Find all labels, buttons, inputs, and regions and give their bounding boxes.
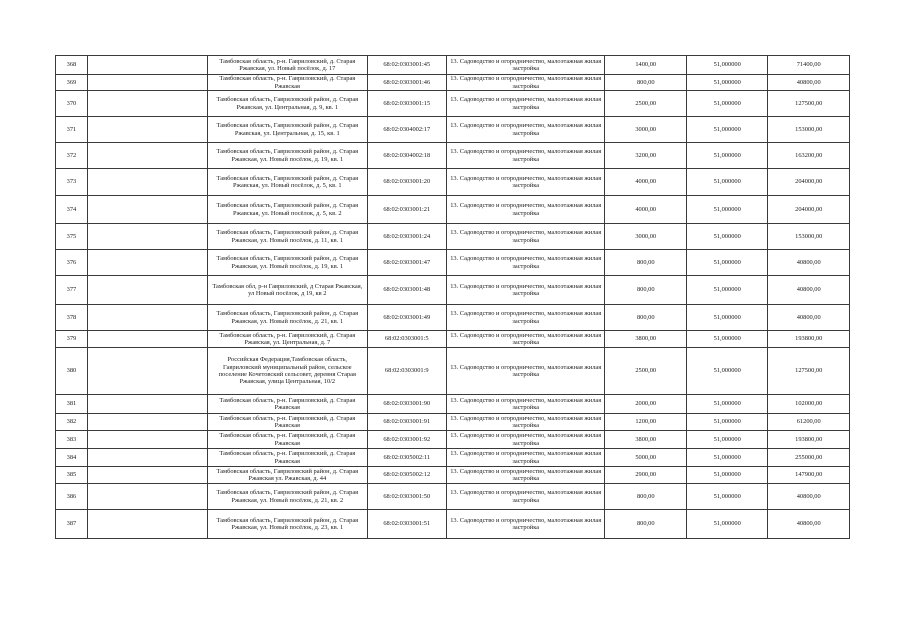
land-use-cell: 13. Садоводство и огородничество, малоэтажная жилая застройка xyxy=(446,348,605,395)
cost-cell: 40800,00 xyxy=(768,75,850,91)
area-cell: 800,00 xyxy=(605,276,686,305)
empty-cell xyxy=(87,348,207,395)
cost-cell: 193800,00 xyxy=(768,331,850,348)
land-use-cell: 13. Садоводство и огородничество, малоэтажная жилая застройка xyxy=(446,276,605,305)
table-row xyxy=(56,143,850,169)
cadastral-number-cell: 68:02:0303001:45 xyxy=(367,56,446,75)
empty-cell xyxy=(87,431,207,449)
row-number: 382 xyxy=(56,414,88,431)
address-cell: Тамбовская область, р-н. Гавриловский, д. Старая Ржавская xyxy=(207,75,367,91)
land-use-cell: 13. Садоводство и огородничество, малоэтажная жилая застройка xyxy=(446,484,605,510)
address-cell: Тамбовская обл, р-н Гавриловский, д Старая Ржавская, ул Новый посёлок, д 19, кв 2 xyxy=(207,276,367,305)
address-cell: Тамбовская область, Гавриловский район, д. Старая Ржавская, ул. Новый посёлок, д. 21, кв. 2 xyxy=(207,484,367,510)
row-number: 385 xyxy=(56,467,88,484)
land-use-cell: 13. Садоводство и огородничество, малоэтажная жилая застройка xyxy=(446,467,605,484)
cost-cell: 163200,00 xyxy=(768,143,850,169)
cost-cell: 40800,00 xyxy=(768,484,850,510)
table-row xyxy=(56,395,850,414)
address-cell: Тамбовская область, Гавриловский район, д. Старая Ржавская, ул. Центральная, д. 15, кв. 1 xyxy=(207,117,367,143)
cadastral-number-cell: 68:02:0303001:49 xyxy=(367,305,446,331)
row-number: 372 xyxy=(56,143,88,169)
area-cell: 3200,00 xyxy=(605,143,686,169)
cadastral-number-cell: 68:02:0303001:46 xyxy=(367,75,446,91)
rate-cell: 51,000000 xyxy=(686,467,767,484)
address-cell: Тамбовская область, р-н. Гавриловский, д. Старая Ржавская xyxy=(207,414,367,431)
row-number: 375 xyxy=(56,224,88,250)
land-plots-table xyxy=(55,55,850,539)
land-use-cell: 13. Садоводство и огородничество, малоэтажная жилая застройка xyxy=(446,431,605,449)
area-cell: 3800,00 xyxy=(605,331,686,348)
rate-cell: 51,000000 xyxy=(686,331,767,348)
area-cell: 1400,00 xyxy=(605,56,686,75)
area-cell: 800,00 xyxy=(605,75,686,91)
address-cell: Тамбовская область, Гавриловский район, д. Старая Ржавская, ул. Центральная, д. 9, кв. 1 xyxy=(207,91,367,117)
empty-cell xyxy=(87,56,207,75)
table-row xyxy=(56,169,850,196)
address-cell: Тамбовская область, р-н. Гавриловский, д. Старая Ржавская xyxy=(207,431,367,449)
row-number: 387 xyxy=(56,510,88,539)
cost-cell: 193800,00 xyxy=(768,431,850,449)
cadastral-number-cell: 68:02:0304002:17 xyxy=(367,117,446,143)
area-cell: 3800,00 xyxy=(605,431,686,449)
cost-cell: 40800,00 xyxy=(768,250,850,276)
table-row xyxy=(56,348,850,395)
address-cell: Тамбовская область, Гавриловский район, д. Старая Ржавская, ул. Новый посёлок, д. 19, кв. 1 xyxy=(207,250,367,276)
land-use-cell: 13. Садоводство и огородничество, малоэтажная жилая застройка xyxy=(446,143,605,169)
land-use-cell: 13. Садоводство и огородничество, малоэтажная жилая застройка xyxy=(446,56,605,75)
cadastral-number-cell: 68:02:0303001:90 xyxy=(367,395,446,414)
row-number: 383 xyxy=(56,431,88,449)
table-row xyxy=(56,250,850,276)
empty-cell xyxy=(87,250,207,276)
empty-cell xyxy=(87,449,207,467)
area-cell: 4000,00 xyxy=(605,196,686,224)
cadastral-number-cell: 68:02:0305002:12 xyxy=(367,467,446,484)
row-number: 371 xyxy=(56,117,88,143)
area-cell: 4000,00 xyxy=(605,169,686,196)
cost-cell: 71400,00 xyxy=(768,56,850,75)
cost-cell: 127500,00 xyxy=(768,348,850,395)
land-use-cell: 13. Садоводство и огородничество, малоэтажная жилая застройка xyxy=(446,75,605,91)
address-cell: Тамбовская область, Гавриловский район, д. Старая Ржавская, ул. Новый посёлок, д. 5, кв. 2 xyxy=(207,196,367,224)
row-number: 374 xyxy=(56,196,88,224)
area-cell: 2000,00 xyxy=(605,395,686,414)
cadastral-number-cell: 68:02:0303001:24 xyxy=(367,224,446,250)
table-row xyxy=(56,484,850,510)
cadastral-number-cell: 68:02:0303001:15 xyxy=(367,91,446,117)
table-body xyxy=(56,56,850,539)
cost-cell: 102000,00 xyxy=(768,395,850,414)
table-row xyxy=(56,467,850,484)
rate-cell: 51,000000 xyxy=(686,510,767,539)
address-cell: Тамбовская область, Гавриловский район, д. Старая Ржавская, ул. Новый посёлок, д. 5, кв. 1 xyxy=(207,169,367,196)
cost-cell: 40800,00 xyxy=(768,276,850,305)
area-cell: 3000,00 xyxy=(605,224,686,250)
area-cell: 3000,00 xyxy=(605,117,686,143)
empty-cell xyxy=(87,75,207,91)
rate-cell: 51,000000 xyxy=(686,449,767,467)
rate-cell: 51,000000 xyxy=(686,224,767,250)
area-cell: 800,00 xyxy=(605,484,686,510)
empty-cell xyxy=(87,196,207,224)
area-cell: 800,00 xyxy=(605,510,686,539)
empty-cell xyxy=(87,414,207,431)
empty-cell xyxy=(87,467,207,484)
row-number: 377 xyxy=(56,276,88,305)
empty-cell xyxy=(87,276,207,305)
address-cell: Тамбовская область, р-н. Гавриловский, д. Старая Ржавская xyxy=(207,449,367,467)
land-use-cell: 13. Садоводство и огородничество, малоэтажная жилая застройка xyxy=(446,510,605,539)
cadastral-number-cell: 68:02:0303001:20 xyxy=(367,169,446,196)
cadastral-number-cell: 68:02:0303001:48 xyxy=(367,276,446,305)
address-cell: Тамбовская область, Гавриловский район, д. Старая Ржавская, ул. Новый посёлок, д. 11, кв. 1 xyxy=(207,224,367,250)
rate-cell: 51,000000 xyxy=(686,276,767,305)
land-use-cell: 13. Садоводство и огородничество, малоэтажная жилая застройка xyxy=(446,91,605,117)
area-cell: 1200,00 xyxy=(605,414,686,431)
address-cell: Российская Федерация,Тамбовская область, Гавриловский муниципальный район, сельское поселение Кочетовский сельсовет, деревня Старая Ржавская, улица Центральная, 10/2 xyxy=(207,348,367,395)
row-number: 368 xyxy=(56,56,88,75)
land-use-cell: 13. Садоводство и огородничество, малоэтажная жилая застройка xyxy=(446,117,605,143)
table-row xyxy=(56,224,850,250)
rate-cell: 51,000000 xyxy=(686,56,767,75)
area-cell: 2900,00 xyxy=(605,467,686,484)
land-use-cell: 13. Садоводство и огородничество, малоэтажная жилая застройка xyxy=(446,196,605,224)
row-number: 386 xyxy=(56,484,88,510)
rate-cell: 51,000000 xyxy=(686,196,767,224)
rate-cell: 51,000000 xyxy=(686,169,767,196)
cadastral-number-cell: 68:02:0305002:11 xyxy=(367,449,446,467)
table-row xyxy=(56,331,850,348)
land-use-cell: 13. Садоводство и огородничество, малоэтажная жилая застройка xyxy=(446,250,605,276)
table-row xyxy=(56,431,850,449)
address-cell: Тамбовская область, р-н. Гавриловский, д. Старая Ржавская, ул. Новый посёлок, д. 17 xyxy=(207,56,367,75)
land-use-cell: 13. Садоводство и огородничество, малоэтажная жилая застройка xyxy=(446,331,605,348)
land-use-cell: 13. Садоводство и огородничество, малоэтажная жилая застройка xyxy=(446,395,605,414)
cost-cell: 40800,00 xyxy=(768,510,850,539)
table-row xyxy=(56,276,850,305)
rate-cell: 51,000000 xyxy=(686,414,767,431)
table-row xyxy=(56,196,850,224)
rate-cell: 51,000000 xyxy=(686,91,767,117)
land-use-cell: 13. Садоводство и огородничество, малоэтажная жилая застройка xyxy=(446,305,605,331)
cadastral-number-cell: 68:02:0303001:47 xyxy=(367,250,446,276)
rate-cell: 51,000000 xyxy=(686,143,767,169)
cost-cell: 153000,00 xyxy=(768,224,850,250)
empty-cell xyxy=(87,395,207,414)
row-number: 380 xyxy=(56,348,88,395)
table-row xyxy=(56,414,850,431)
cost-cell: 204000,00 xyxy=(768,169,850,196)
area-cell: 2500,00 xyxy=(605,348,686,395)
cost-cell: 204000,00 xyxy=(768,196,850,224)
land-use-cell: 13. Садоводство и огородничество, малоэтажная жилая застройка xyxy=(446,224,605,250)
table-row xyxy=(56,510,850,539)
rate-cell: 51,000000 xyxy=(686,431,767,449)
rate-cell: 51,000000 xyxy=(686,395,767,414)
land-use-cell: 13. Садоводство и огородничество, малоэтажная жилая застройка xyxy=(446,169,605,196)
rate-cell: 51,000000 xyxy=(686,484,767,510)
cadastral-number-cell: 68:02:0303001:5 xyxy=(367,331,446,348)
rate-cell: 51,000000 xyxy=(686,117,767,143)
rate-cell: 51,000000 xyxy=(686,75,767,91)
table-row xyxy=(56,449,850,467)
cost-cell: 153000,00 xyxy=(768,117,850,143)
rate-cell: 51,000000 xyxy=(686,250,767,276)
cadastral-number-cell: 68:02:0303001:50 xyxy=(367,484,446,510)
address-cell: Тамбовская область, р-н. Гавриловский, д. Старая Ржавская, ул. Центральная, д. 7 xyxy=(207,331,367,348)
table-row xyxy=(56,75,850,91)
table-row xyxy=(56,305,850,331)
area-cell: 5000,00 xyxy=(605,449,686,467)
cadastral-number-cell: 68:02:0304002:18 xyxy=(367,143,446,169)
cost-cell: 61200,00 xyxy=(768,414,850,431)
address-cell: Тамбовская область, Гавриловский район, д. Старая Ржавская, ул. Новый посёлок, д. 23, кв. 1 xyxy=(207,510,367,539)
empty-cell xyxy=(87,143,207,169)
cadastral-number-cell: 68:02:0303001:92 xyxy=(367,431,446,449)
area-cell: 800,00 xyxy=(605,305,686,331)
empty-cell xyxy=(87,510,207,539)
cost-cell: 40800,00 xyxy=(768,305,850,331)
cost-cell: 255000,00 xyxy=(768,449,850,467)
cadastral-number-cell: 68:02:0303001:51 xyxy=(367,510,446,539)
address-cell: Тамбовская область, Гавриловский район, д. Старая Ржавская, ул. Новый посёлок, д. 19, кв. 1 xyxy=(207,143,367,169)
empty-cell xyxy=(87,331,207,348)
row-number: 379 xyxy=(56,331,88,348)
table-row xyxy=(56,117,850,143)
row-number: 376 xyxy=(56,250,88,276)
row-number: 369 xyxy=(56,75,88,91)
area-cell: 800,00 xyxy=(605,250,686,276)
table-row xyxy=(56,56,850,75)
address-cell: Тамбовская область, Гавриловский район, д. Старая Ржавская, ул. Новый посёлок, д. 21, кв. 1 xyxy=(207,305,367,331)
empty-cell xyxy=(87,91,207,117)
address-cell: Тамбовская область, р-н. Гавриловский, д. Старая Ржавская xyxy=(207,395,367,414)
cadastral-number-cell: 68:02:0303001:91 xyxy=(367,414,446,431)
table-row xyxy=(56,91,850,117)
row-number: 378 xyxy=(56,305,88,331)
empty-cell xyxy=(87,169,207,196)
cadastral-number-cell: 68:02:0303001:21 xyxy=(367,196,446,224)
rate-cell: 51,000000 xyxy=(686,305,767,331)
area-cell: 2500,00 xyxy=(605,91,686,117)
empty-cell xyxy=(87,484,207,510)
empty-cell xyxy=(87,117,207,143)
row-number: 370 xyxy=(56,91,88,117)
land-use-cell: 13. Садоводство и огородничество, малоэтажная жилая застройка xyxy=(446,414,605,431)
cadastral-number-cell: 68:02:0303001:9 xyxy=(367,348,446,395)
row-number: 373 xyxy=(56,169,88,196)
row-number: 384 xyxy=(56,449,88,467)
rate-cell: 51,000000 xyxy=(686,348,767,395)
cost-cell: 147900,00 xyxy=(768,467,850,484)
empty-cell xyxy=(87,224,207,250)
address-cell: Тамбовская область, Гавриловский район, д. Старая Ржавская ул. Ржавская, д. 44 xyxy=(207,467,367,484)
empty-cell xyxy=(87,305,207,331)
row-number: 381 xyxy=(56,395,88,414)
cost-cell: 127500,00 xyxy=(768,91,850,117)
land-use-cell: 13. Садоводство и огородничество, малоэтажная жилая застройка xyxy=(446,449,605,467)
